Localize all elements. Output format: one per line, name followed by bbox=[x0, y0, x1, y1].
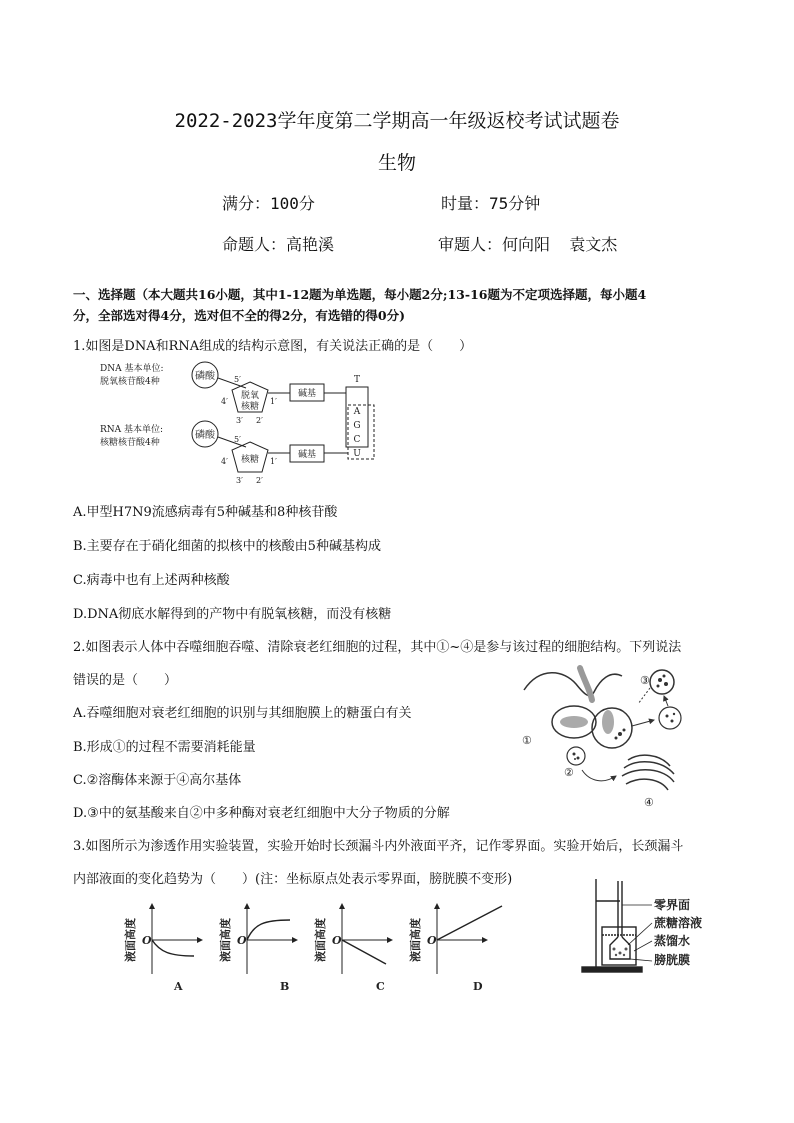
dna-unit-count: 脱氧核苷酸4种 bbox=[100, 377, 160, 387]
graph-letter-d: D bbox=[473, 980, 483, 993]
label-1: ① bbox=[522, 734, 532, 747]
label-3: ③ bbox=[640, 674, 650, 687]
section-heading-line2: 分，全部选对得4分，选对但不全的得2分，有选错的得0分) bbox=[73, 308, 406, 323]
q2-phagocytosis-figure bbox=[520, 660, 700, 812]
q1-option-c: C.病毒中也有上述两种核酸 bbox=[73, 573, 230, 588]
engulfed-red-cell bbox=[560, 716, 588, 728]
ribose-label: 核糖 bbox=[240, 455, 260, 465]
svg-text:液面高度: 液面高度 bbox=[409, 918, 422, 962]
exam-time: 时量：75分钟 bbox=[441, 194, 541, 213]
phosphate-label-dna: 磷酸 bbox=[195, 371, 215, 382]
svg-text:O: O bbox=[237, 934, 247, 947]
full-score: 满分：100分 bbox=[222, 194, 315, 213]
q3-stem-line2: 内部液面的变化趋势为（ ）(注：坐标原点处表示零界面，膀胱膜不变形) bbox=[73, 872, 513, 887]
digestive-vesicle bbox=[659, 707, 681, 729]
svg-text:2′: 2′ bbox=[256, 476, 263, 485]
base-label-dna: 碱基 bbox=[297, 389, 317, 399]
svg-text:O: O bbox=[142, 934, 152, 947]
q1-option-b: B.主要存在于硝化细菌的拟核中的核酸由5种碱基构成 bbox=[73, 539, 381, 554]
label-sucrose-solution: 蔗糖溶液 bbox=[654, 916, 703, 930]
svg-text:4′: 4′ bbox=[221, 457, 228, 466]
svg-text:1′: 1′ bbox=[270, 397, 277, 406]
rna-unit-label: RNA 基本单位: bbox=[100, 425, 164, 435]
svg-text:3′: 3′ bbox=[236, 476, 243, 485]
paper-title: 2022-2023学年度第二学期高一年级返校考试试题卷 bbox=[174, 110, 620, 132]
golgi-apparatus bbox=[622, 755, 674, 790]
base-A: A bbox=[353, 407, 361, 417]
graph-d bbox=[408, 906, 502, 993]
label-4: ④ bbox=[644, 796, 654, 809]
graph-b bbox=[218, 906, 295, 993]
label-2: ② bbox=[564, 766, 574, 779]
svg-text:液面高度: 液面高度 bbox=[124, 918, 137, 962]
svg-text:1′: 1′ bbox=[270, 457, 277, 466]
label-bladder-membrane: 膀胱膜 bbox=[654, 953, 691, 967]
svg-text:4′: 4′ bbox=[221, 397, 228, 406]
q2-stem-line1: 2.如图表示人体中吞噬细胞吞噬、清除衰老红细胞的过程，其中①~④是参与该过程的细胞结构。下列说法 bbox=[73, 640, 682, 655]
question-author: 命题人：高艳溪 bbox=[222, 235, 335, 254]
base-T: T bbox=[353, 375, 361, 385]
phosphate-label-rna: 磷酸 bbox=[195, 430, 215, 441]
graph-letter-b: B bbox=[280, 980, 290, 993]
graph-letter-c: C bbox=[376, 980, 385, 993]
base-G: G bbox=[353, 421, 361, 431]
label-zero-interface: 零界面 bbox=[654, 898, 691, 912]
svg-text:5′: 5′ bbox=[234, 435, 241, 444]
svg-text:2′: 2′ bbox=[256, 416, 263, 425]
deoxyribose-label-bottom: 核糖 bbox=[240, 402, 260, 412]
q2-option-a: A.吞噬细胞对衰老红细胞的识别与其细胞膜上的糖蛋白有关 bbox=[73, 706, 412, 721]
q1-dna-rna-structure-figure bbox=[98, 360, 388, 488]
q1-option-a: A.甲型H7N9流感病毒有5种碱基和8种核苷酸 bbox=[73, 505, 338, 520]
reviewers: 审题人：何向阳 袁文杰 bbox=[438, 235, 618, 254]
rna-unit-count: 核糖核苷酸4种 bbox=[100, 438, 160, 448]
svg-text:液面高度: 液面高度 bbox=[219, 918, 232, 962]
stand-base bbox=[582, 967, 642, 972]
q2-option-d: D.③中的氨基酸来自②中多种酶对衰老红细胞中大分子物质的分解 bbox=[73, 806, 450, 821]
dna-unit-label: DNA 基本单位: bbox=[100, 364, 164, 374]
residual-body bbox=[650, 670, 674, 694]
svg-text:O: O bbox=[332, 934, 342, 947]
q3-stem-line1: 3.如图所示为渗透作用实验装置，实验开始时长颈漏斗内外液面平齐，记作零界面。实验开始后，长颈漏斗 bbox=[73, 839, 684, 854]
q3-graphs bbox=[118, 900, 508, 996]
q1-option-d: D.DNA彻底水解得到的产物中有脱氧核糖，而没有核糖 bbox=[73, 607, 392, 622]
q3-osmosis-apparatus bbox=[578, 875, 718, 975]
svg-text:O: O bbox=[427, 934, 437, 947]
graph-a bbox=[123, 906, 200, 993]
graph-c bbox=[313, 906, 390, 993]
section-heading-line1: 一、选择题（本大题共16小题，其中1-12题为单选题，每小题2分;13-16题为不定项选择题，每小题4 bbox=[73, 287, 647, 302]
q2-stem-line2: 错误的是（ ） bbox=[73, 673, 178, 688]
rna-bases-box bbox=[348, 405, 374, 459]
subject-title: 生物 bbox=[377, 152, 416, 174]
lysosome bbox=[567, 747, 585, 765]
graph-letter-a: A bbox=[174, 980, 183, 993]
base-label-rna: 碱基 bbox=[297, 450, 317, 460]
svg-text:液面高度: 液面高度 bbox=[314, 918, 327, 962]
q2-option-c: C.②溶酶体来源于④高尔基体 bbox=[73, 773, 242, 788]
cell-membrane bbox=[524, 673, 622, 696]
base-C: C bbox=[353, 435, 361, 445]
label-distilled-water: 蒸馏水 bbox=[654, 934, 691, 948]
svg-text:3′: 3′ bbox=[236, 416, 243, 425]
deoxyribose-label-top: 脱氧 bbox=[240, 391, 260, 401]
q2-option-b: B.形成①的过程不需要消耗能量 bbox=[73, 740, 256, 755]
q1-stem: 1.如图是DNA和RNA组成的结构示意图，有关说法正确的是（ ） bbox=[73, 339, 473, 354]
base-U: U bbox=[353, 449, 361, 459]
svg-text:5′: 5′ bbox=[234, 375, 241, 384]
